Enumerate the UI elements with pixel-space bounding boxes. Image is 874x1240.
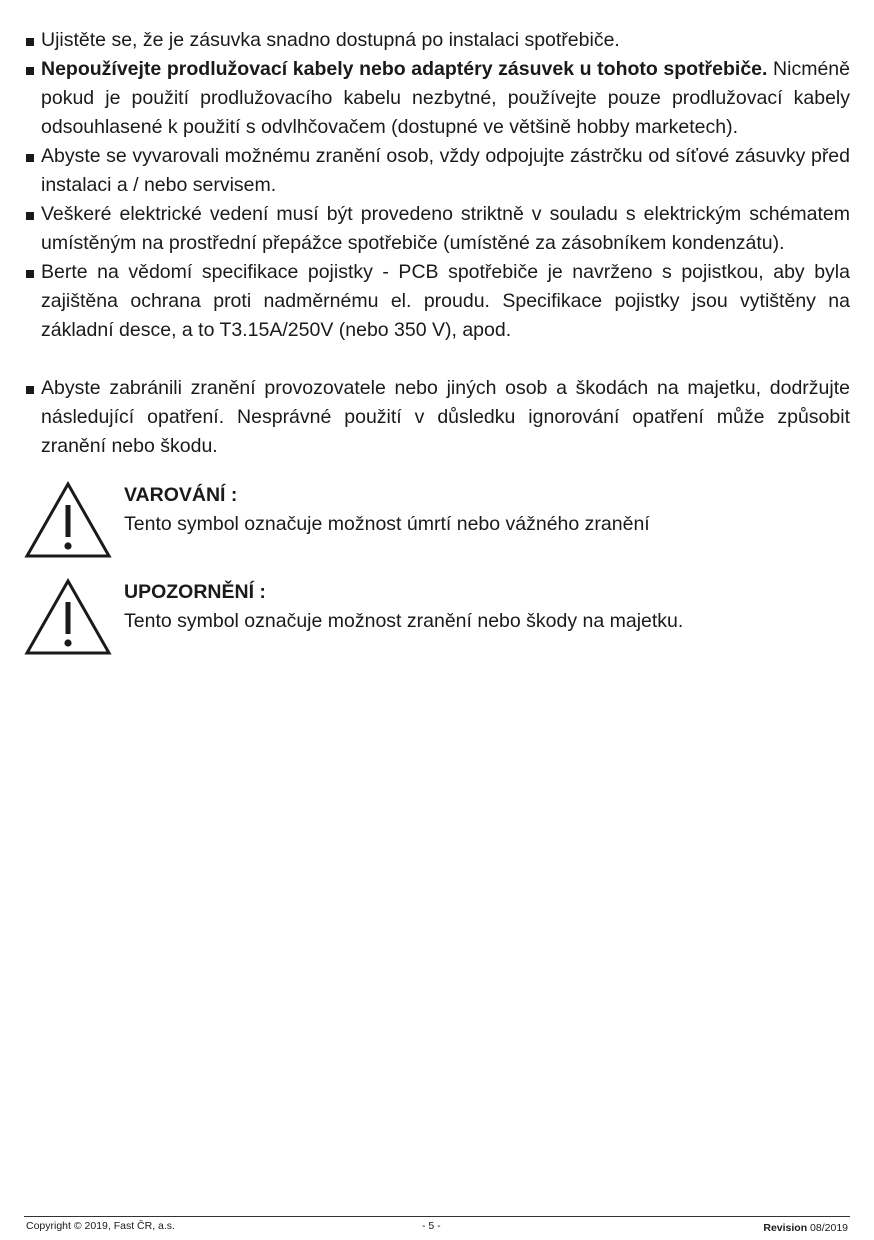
bold-warning-text: Nepoužívejte prodlužovací kabely nebo adaptéry zásuvek u tohoto spotřebiče.: [41, 58, 768, 80]
warning-block: [24, 481, 850, 563]
bullet-square: [26, 270, 34, 278]
revision: Revision 08/2019: [763, 1222, 848, 1234]
page-footer: [24, 1216, 850, 1236]
warning-triangle-icon: [24, 578, 112, 656]
bullet-square: [26, 212, 34, 220]
list-item: Abyste zabránili zranění provozovatele nebo jiných osob a škodách na majetku, dodržujte následující opatření. Nesprávné použití v důsledku ignorování opatření může způsobit zranění nebo škodu.: [24, 374, 850, 461]
list-item: Veškeré elektrické vedení musí být provedeno striktně v souladu s elektrickým schématem umístěným na prostřední přepážce spotřebiče (umístěné za zásobníkem kondenzátu).: [24, 200, 850, 258]
page-content: [24, 26, 850, 660]
list-item: Nepoužívejte prodlužovací kabely nebo adaptéry zásuvek u tohoto spotřebiče. Nicméně pokud je použití prodlužovacího kabelu nezbytné, používejte pouze prodlužovací kabely odsouhlasené k použití s odvlhčovačem (dostupné ve většině hobby marketech).: [24, 55, 850, 142]
bullet-square: [26, 386, 34, 394]
warning-description: Tento symbol označuje možnost úmrtí nebo vážného zranění: [124, 513, 650, 535]
caution-text: [124, 578, 683, 636]
copyright: Copyright © 2019, Fast ČR, a.s.: [26, 1220, 175, 1232]
warning-text: [124, 481, 650, 539]
caution-block: [24, 578, 850, 660]
list-item: Abyste se vyvarovali možnému zranění osob, vždy odpojujte zástrčku od síťové zásuvky před instalaci a / nebo servisem.: [24, 142, 850, 200]
warning-title: VAROVÁNÍ :: [124, 484, 238, 506]
bullet-square: [26, 154, 34, 162]
caution-title: UPOZORNĚNÍ :: [124, 581, 266, 603]
warning-triangle-icon: [24, 481, 112, 559]
page-number: - 5 -: [422, 1220, 441, 1232]
bullet-square: [26, 38, 34, 46]
caution-description: Tento symbol označuje možnost zranění nebo škody na majetku.: [124, 610, 684, 632]
list-item: Ujistěte se, že je zásuvka snadno dostupná po instalaci spotřebiče.: [24, 26, 850, 55]
list-item: Berte na vědomí specifikace pojistky - PCB spotřebiče je navrženo s pojistkou, aby byla zajištěna ochrana proti nadměrnému el. proudu. Specifikace pojistky jsou vytištěny na základní desce, a to T3.15A/250V (nebo 350 V), apod.: [24, 258, 850, 345]
bullet-square: [26, 67, 34, 75]
